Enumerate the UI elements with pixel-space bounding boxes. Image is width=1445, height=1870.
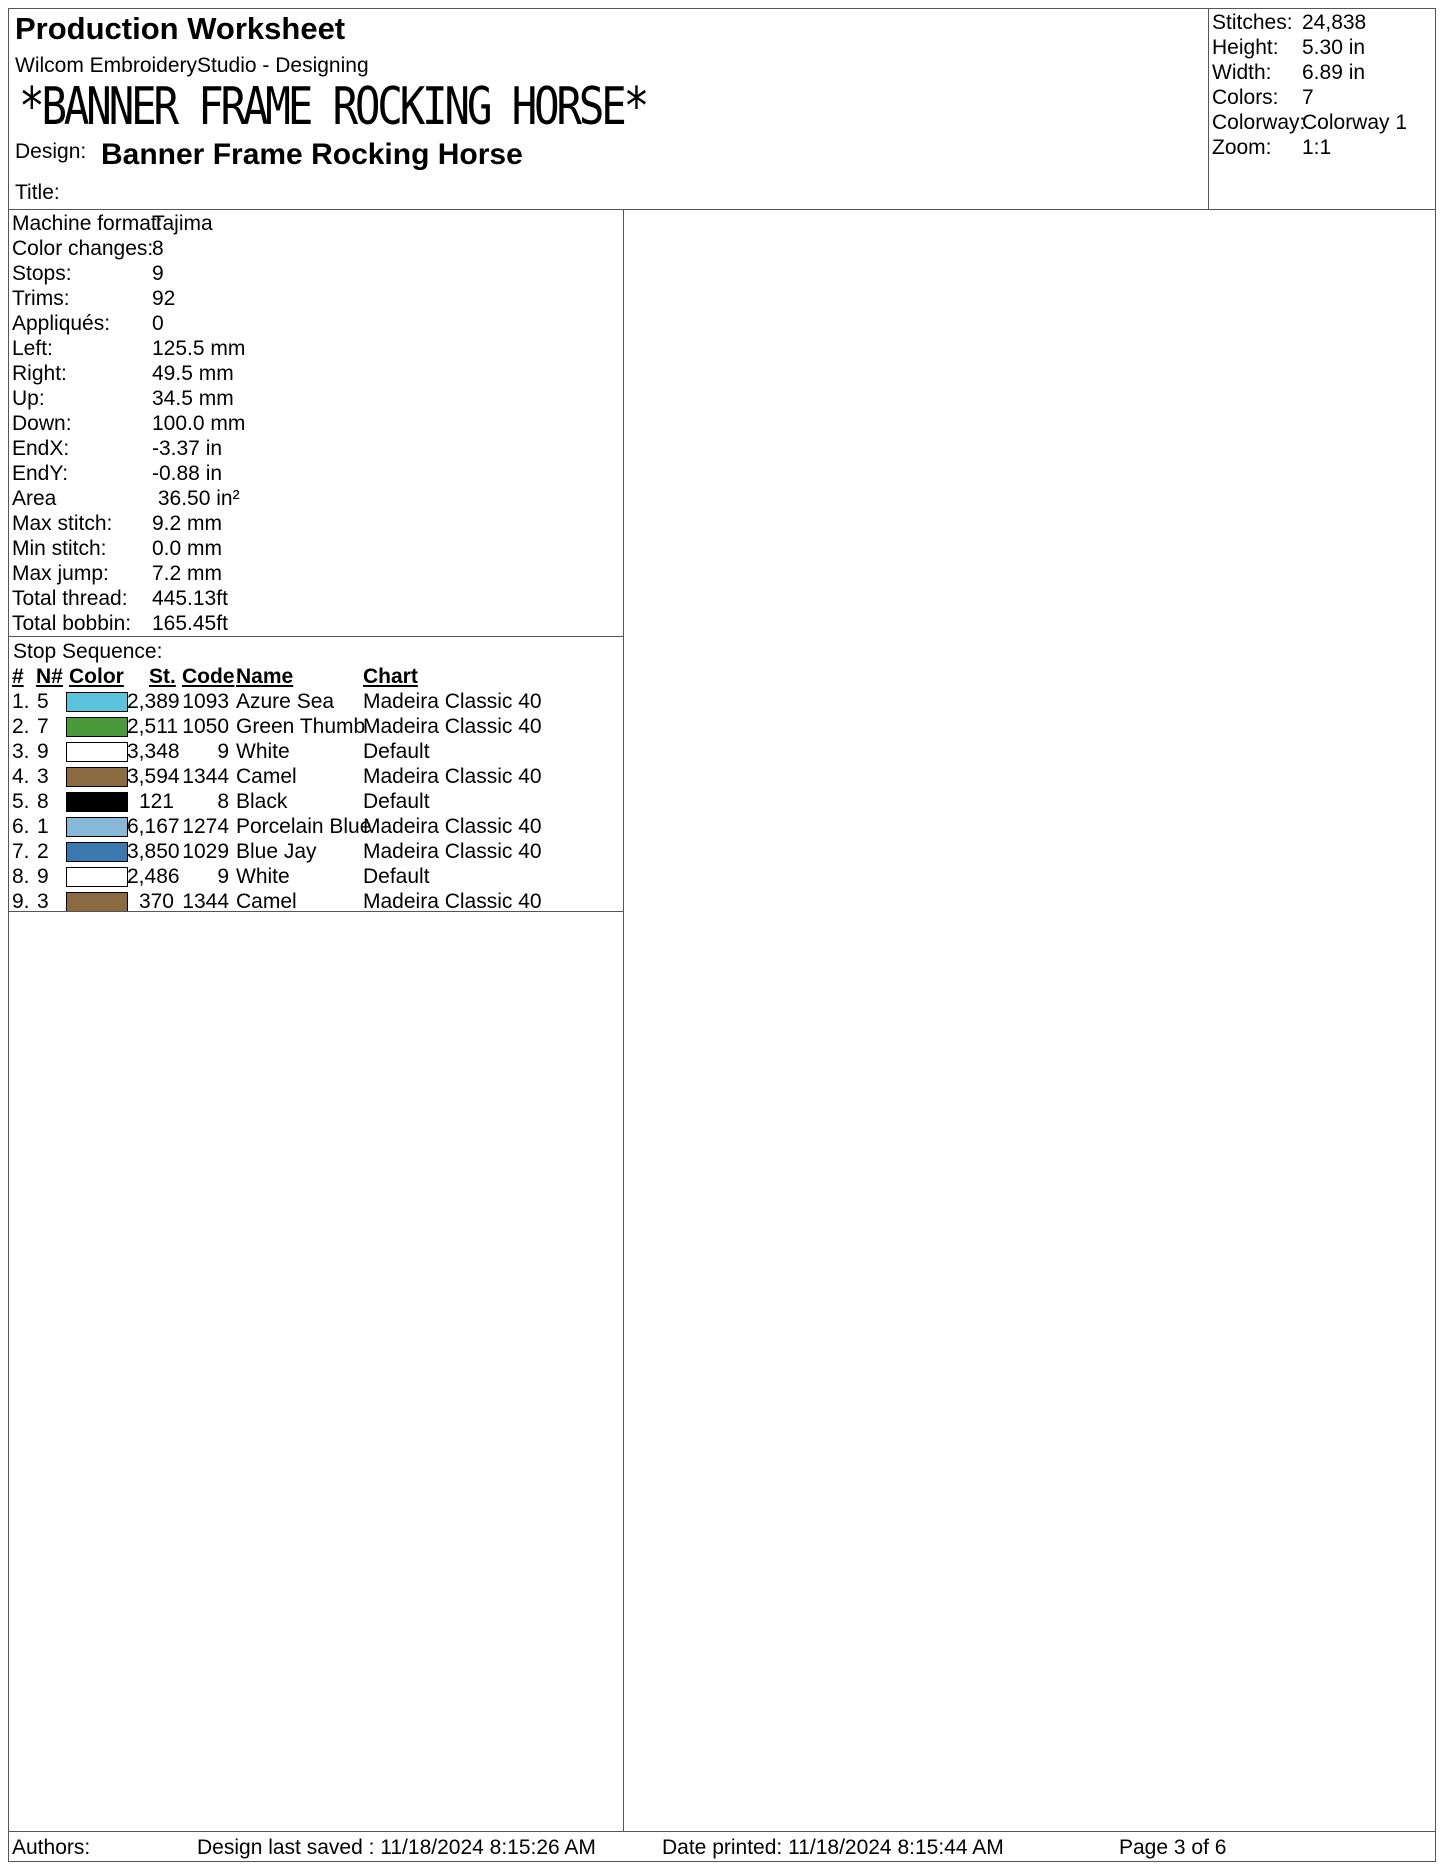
stat-value: 49.5 mm	[152, 362, 234, 385]
row-code: 1344	[182, 765, 229, 788]
summary-panel	[1209, 9, 1435, 209]
summary-value: 24,838	[1302, 11, 1367, 34]
stat-label: Max jump:	[12, 562, 109, 585]
footer-authors: Authors:	[12, 1836, 91, 1859]
header-num: #	[12, 665, 24, 688]
row-chart: Madeira Classic 40	[363, 765, 542, 788]
header	[9, 9, 1435, 210]
stat-label: EndY:	[12, 462, 69, 485]
row-code: 1344	[182, 890, 229, 913]
summary-label: Stitches:	[1212, 11, 1293, 34]
stop-sequence-title: Stop Sequence:	[13, 640, 163, 663]
header-needle: N#	[36, 665, 63, 688]
row-number: 5.	[12, 790, 30, 813]
row-number: 4.	[12, 765, 30, 788]
title-label: Title:	[15, 181, 60, 204]
summary-label: Zoom:	[1212, 136, 1272, 159]
row-name: Camel	[236, 765, 297, 788]
stat-label: Min stitch:	[12, 537, 107, 560]
header-info	[9, 9, 1209, 209]
stat-label: Total bobbin:	[12, 612, 132, 635]
stat-value: Tajima	[152, 212, 213, 235]
section-divider	[9, 636, 623, 637]
stat-value: 0.0 mm	[152, 537, 223, 560]
row-chart: Madeira Classic 40	[363, 715, 542, 738]
stat-label: Trims:	[12, 287, 70, 310]
row-chart: Default	[363, 740, 430, 763]
stat-value: -3.37 in	[152, 437, 223, 460]
row-code: 1274	[182, 815, 229, 838]
stat-value: 125.5 mm	[152, 337, 246, 360]
row-name: Camel	[236, 890, 297, 913]
row-code: 1050	[182, 715, 229, 738]
row-stitches: 3,348	[127, 740, 180, 763]
row-name: Green Thumb	[236, 715, 366, 738]
row-number: 9.	[12, 890, 30, 913]
stat-value: 9.2 mm	[152, 512, 223, 535]
color-swatch	[66, 717, 128, 737]
color-swatch	[66, 742, 128, 762]
stat-label: Appliqués:	[12, 312, 111, 335]
page-title: Production Worksheet	[15, 11, 346, 46]
stat-label: Right:	[12, 362, 67, 385]
row-number: 3.	[12, 740, 30, 763]
row-needle: 8	[37, 790, 49, 813]
software-subtitle: Wilcom EmbroideryStudio - Designing	[15, 54, 369, 77]
row-name: Black	[236, 790, 288, 813]
row-name: Porcelain Blue	[236, 815, 372, 838]
color-swatch	[66, 767, 128, 787]
stat-value: 92	[152, 287, 176, 310]
row-needle: 5	[37, 690, 49, 713]
row-stitches: 2,389	[127, 690, 180, 713]
header-chart: Chart	[363, 665, 418, 688]
stat-label: Machine format:	[12, 212, 163, 235]
summary-value: 7	[1302, 86, 1314, 109]
stat-value: 445.13ft	[152, 587, 228, 610]
worksheet-page	[8, 8, 1436, 1862]
details-panel	[9, 210, 624, 1831]
row-chart: Madeira Classic 40	[363, 840, 542, 863]
row-number: 7.	[12, 840, 30, 863]
row-stitches: 6,167	[127, 815, 180, 838]
summary-value: Colorway 1	[1302, 111, 1408, 134]
row-chart: Default	[363, 865, 430, 888]
design-filename: *BANNER FRAME ROCKING HORSE*	[19, 77, 646, 137]
stat-label: Down:	[12, 412, 72, 435]
row-code: 1093	[182, 690, 229, 713]
stat-value: 34.5 mm	[152, 387, 234, 410]
header-name: Name	[236, 665, 294, 688]
stat-label: Color changes:	[12, 237, 154, 260]
row-number: 6.	[12, 815, 30, 838]
section-divider	[9, 911, 623, 912]
stat-label: Up:	[12, 387, 45, 410]
row-code: 9	[217, 865, 229, 888]
row-needle: 3	[37, 890, 49, 913]
summary-label: Height:	[1212, 36, 1279, 59]
stat-value: 36.50 in²	[152, 487, 240, 510]
stat-value: 100.0 mm	[152, 412, 246, 435]
row-needle: 9	[37, 865, 49, 888]
row-needle: 2	[37, 840, 49, 863]
row-stitches: 121	[138, 790, 174, 813]
summary-value: 6.89 in	[1302, 61, 1366, 84]
row-number: 8.	[12, 865, 30, 888]
row-needle: 3	[37, 765, 49, 788]
stat-value: 165.45ft	[152, 612, 228, 635]
row-needle: 1	[37, 815, 49, 838]
summary-value: 1:1	[1302, 136, 1332, 159]
row-code: 1029	[182, 840, 229, 863]
row-chart: Madeira Classic 40	[363, 690, 542, 713]
footer-date-printed: Date printed: 11/18/2024 8:15:44 AM	[662, 1836, 1004, 1859]
stat-value: -0.88 in	[152, 462, 223, 485]
row-stitches: 2,511	[127, 715, 178, 738]
color-swatch	[66, 792, 128, 812]
row-chart: Default	[363, 790, 430, 813]
row-needle: 7	[37, 715, 49, 738]
design-label: Design:	[15, 140, 87, 163]
row-number: 2.	[12, 715, 30, 738]
stat-value: 0	[152, 312, 164, 335]
stat-label: Left:	[12, 337, 53, 360]
stat-label: Stops:	[12, 262, 72, 285]
header-color: Color	[69, 665, 124, 688]
row-chart: Madeira Classic 40	[363, 890, 542, 913]
row-name: White	[236, 740, 290, 763]
stat-label: Area	[12, 487, 57, 510]
color-swatch	[66, 892, 128, 912]
summary-label: Colorway:	[1212, 111, 1306, 134]
header-stitches: St.	[149, 665, 176, 688]
footer-last-saved: Design last saved : 11/18/2024 8:15:26 AM	[197, 1836, 596, 1859]
stat-label: Total thread:	[12, 587, 128, 610]
row-stitches: 3,594	[127, 765, 180, 788]
header-code: Code	[182, 665, 235, 688]
row-chart: Madeira Classic 40	[363, 815, 542, 838]
row-stitches: 3,850	[127, 840, 180, 863]
summary-label: Width:	[1212, 61, 1272, 84]
stat-value: 7.2 mm	[152, 562, 223, 585]
row-stitches: 370	[138, 890, 174, 913]
color-swatch	[66, 817, 128, 837]
row-needle: 9	[37, 740, 49, 763]
row-code: 8	[217, 790, 229, 813]
row-name: Blue Jay	[236, 840, 317, 863]
row-code: 9	[217, 740, 229, 763]
color-swatch	[66, 867, 128, 887]
summary-value: 5.30 in	[1302, 36, 1366, 59]
stat-value: 8	[152, 237, 164, 260]
design-name: Banner Frame Rocking Horse	[101, 138, 523, 171]
color-swatch	[66, 692, 128, 712]
stat-label: Max stitch:	[12, 512, 113, 535]
row-name: White	[236, 865, 290, 888]
stat-value: 9	[152, 262, 164, 285]
row-stitches: 2,486	[127, 865, 180, 888]
footer-page-number: Page 3 of 6	[1119, 1836, 1227, 1859]
summary-label: Colors:	[1212, 86, 1279, 109]
row-name: Azure Sea	[236, 690, 335, 713]
row-number: 1.	[12, 690, 30, 713]
color-swatch	[66, 842, 128, 862]
footer	[9, 1831, 1435, 1862]
stat-label: EndX:	[12, 437, 70, 460]
